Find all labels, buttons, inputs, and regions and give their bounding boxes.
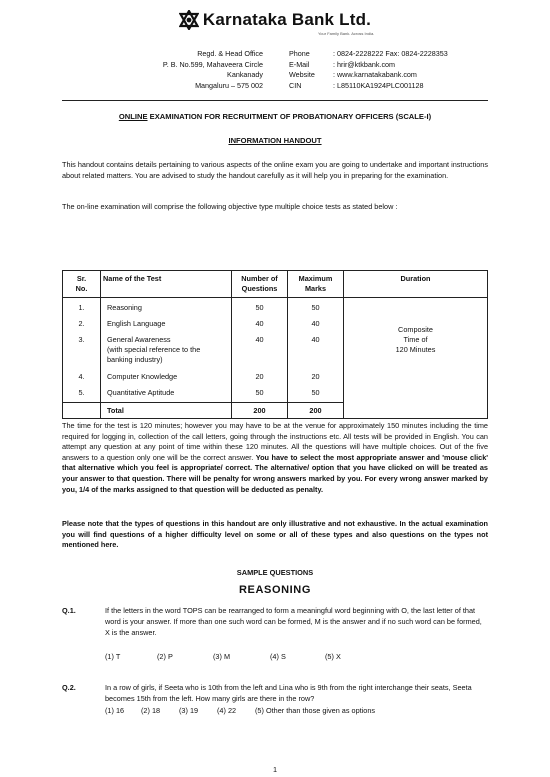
tests-intro-paragraph: The on-line examination will comprise the following objective type multiple choice tests as stated below : bbox=[62, 202, 398, 211]
test-name: Quantitative Aptitude bbox=[107, 388, 175, 397]
header-sr-no: Sr. No. bbox=[63, 271, 101, 298]
bank-header bbox=[0, 10, 550, 35]
cin-number: : L85110KA1924PLC001128 bbox=[333, 80, 424, 90]
contact-label: Phone bbox=[289, 49, 310, 58]
sample-questions-title: SAMPLE QUESTIONS bbox=[236, 568, 314, 577]
question-text: In a row of girls, if Seeta who is 10th from the left and Lina who is 9th from the right interchange their seats, Seeta becomes 15th from the left. How many girls are there in the row? bbox=[105, 683, 472, 704]
questions-value: 50 bbox=[255, 388, 264, 397]
marks-value: 20 bbox=[311, 372, 320, 381]
questions-column bbox=[232, 298, 288, 403]
header-questions: Number of Questions bbox=[232, 271, 288, 298]
total-label: Total bbox=[101, 403, 232, 419]
address-line: Regd. & Head Office bbox=[197, 49, 263, 58]
time-paragraph-bold: You have to select the most appropriate answer and 'mouse click' that alternative which you feel is appropriate/ correct. The alternative/ option that you have clicked on will be treated as your answer to that question. There will be penalty for wrong answers marked by you. For every wrong answer marked by you, 1/4 of the marks assigned to that question will be deducted as penalty. bbox=[62, 452, 488, 494]
option: (5) Other than those given as options bbox=[255, 706, 376, 715]
head-office-address bbox=[163, 49, 263, 91]
contact-label: CIN bbox=[289, 80, 302, 90]
question-options bbox=[105, 652, 341, 661]
document-title bbox=[0, 112, 550, 121]
duration-cell bbox=[344, 298, 488, 419]
address-line: Mangaluru – 575 002 bbox=[195, 80, 263, 90]
page-number: 1 bbox=[272, 765, 278, 774]
option: (1) 16 bbox=[105, 706, 125, 715]
header-marks: Maximum Marks bbox=[288, 271, 344, 298]
header-duration: Duration bbox=[344, 271, 488, 298]
option: (3) M bbox=[213, 652, 231, 661]
test-name: Computer Knowledge bbox=[107, 372, 178, 381]
test-name-note: banking industry) bbox=[107, 355, 163, 364]
total-questions: 200 bbox=[232, 403, 288, 419]
bank-name: Karnataka Bank Ltd. bbox=[202, 10, 372, 29]
total-blank bbox=[63, 403, 101, 419]
address-line: Kankanady bbox=[227, 70, 263, 80]
address-line: P. B. No.599, Mahaveera Circle bbox=[162, 59, 263, 69]
option: (3) 19 bbox=[179, 706, 199, 715]
intro-paragraph: This handout contains details pertaining to various aspects of the online exam you are going to undertake and important instructions about related matters. You are advised to study the handout carefully as it will help you in preparing for the examination. bbox=[62, 160, 488, 180]
contact-label: Website bbox=[289, 70, 315, 80]
marks-column bbox=[288, 298, 344, 403]
question-number: Q.2. bbox=[62, 683, 76, 692]
total-marks: 200 bbox=[288, 403, 344, 419]
duration-line: Composite bbox=[398, 325, 433, 334]
title-rest: EXAMINATION FOR RECRUITMENT OF PROBATIONARY OFFICERS (SCALE-I) bbox=[147, 112, 432, 121]
marks-value: 50 bbox=[311, 388, 320, 397]
option: (5) X bbox=[325, 652, 341, 661]
marks-value: 50 bbox=[311, 303, 320, 312]
email-address: : hrir@ktkbank.com bbox=[333, 59, 396, 69]
questions-value: 40 bbox=[255, 335, 264, 344]
header-test-name: Name of the Test bbox=[101, 271, 232, 298]
option: (4) S bbox=[270, 652, 286, 661]
time-paragraph-normal: The time for the test is 120 minutes; however you may have to be at the venue for approximately 150 minutes including the time required for logging in, collection of the call letters, going through the instructions etc. All tests will be provided in English. You can attempt any question at any point of time within these 120 minutes. All the questions will have multiple choices. Out of the five answers to a question only one will be the correct answer. bbox=[62, 421, 488, 462]
contact-label: E-Mail bbox=[289, 59, 310, 69]
option: (4) 22 bbox=[217, 706, 237, 715]
duration-line: 120 Minutes bbox=[395, 345, 436, 354]
question-options bbox=[105, 706, 375, 715]
title-online: ONLINE bbox=[118, 112, 148, 121]
option: (2) 18 bbox=[141, 706, 161, 715]
section-title-reasoning: REASONING bbox=[238, 584, 312, 596]
table-body-row bbox=[63, 298, 488, 403]
time-paragraph bbox=[62, 421, 488, 495]
document-subtitle: INFORMATION HANDOUT bbox=[228, 136, 322, 145]
header-divider bbox=[62, 100, 488, 101]
tests-table bbox=[62, 270, 488, 419]
questions-value: 40 bbox=[255, 319, 264, 328]
sr-value: 5. bbox=[78, 388, 85, 397]
table-header-row bbox=[63, 271, 488, 298]
marks-value: 40 bbox=[311, 319, 320, 328]
test-name-column bbox=[101, 298, 232, 403]
sr-value: 1. bbox=[78, 303, 85, 312]
questions-value: 20 bbox=[255, 372, 264, 381]
website-address: : www.karnatakabank.com bbox=[333, 70, 417, 80]
duration-line: Time of bbox=[403, 335, 428, 344]
sr-column bbox=[63, 298, 101, 403]
sr-value: 4. bbox=[78, 372, 85, 381]
bank-logo-icon bbox=[179, 10, 199, 30]
test-name: Reasoning bbox=[107, 303, 142, 312]
note-paragraph: Please note that the types of questions in this handout are only illustrative and not exhaustive. In the actual examination you will find questions of a higher difficulty level on some or all of these types and also questions on the types not mentioned here. bbox=[62, 519, 488, 550]
marks-value: 40 bbox=[311, 335, 320, 344]
bank-tagline: Your Family Bank. Across India. bbox=[318, 31, 375, 36]
questions-value: 50 bbox=[255, 303, 264, 312]
sr-value: 2. bbox=[78, 319, 85, 328]
test-name: General Awareness bbox=[107, 335, 171, 344]
test-name-note: (with special reference to the bbox=[107, 345, 201, 354]
phone-fax: : 0824-2228222 Fax: 0824-2228353 bbox=[333, 49, 448, 58]
sr-value: 3. bbox=[78, 335, 85, 344]
question-number: Q.1. bbox=[62, 606, 76, 615]
option: (2) P bbox=[157, 652, 173, 661]
question-text: If the letters in the word TOPS can be rearranged to form a meaningful word beginning with O, the last letter of that word is your answer. If more than one such word can be formed, M is the answer and if no such word can be formed, X is the answer. bbox=[105, 606, 482, 638]
contact-details bbox=[289, 49, 448, 91]
option: (1) T bbox=[105, 652, 121, 661]
test-name: English Language bbox=[107, 319, 166, 328]
